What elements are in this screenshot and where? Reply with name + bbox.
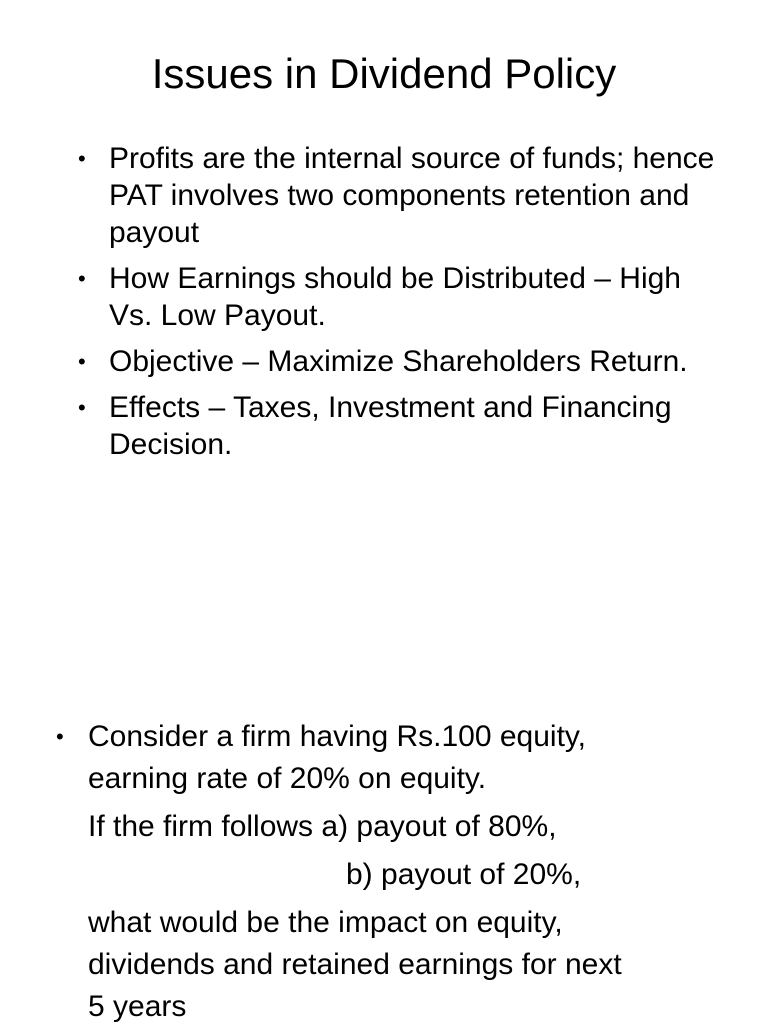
bullet-text: Effects – Taxes, Investment and Financing Decision. <box>109 391 672 461</box>
bullet-text: Objective – Maximize Shareholders Return. <box>109 345 688 378</box>
list-item <box>78 343 718 380</box>
slide-title: Issues in Dividend Policy <box>151 50 617 97</box>
bullet-text: Profits are the internal source of funds; hence PAT involves two components retention and payout <box>109 142 715 249</box>
problem-intro-line-1: Consider a firm having Rs.100 equity, <box>88 720 587 753</box>
bullet-icon: • <box>56 724 64 749</box>
list-item <box>78 140 718 251</box>
bullet-list <box>78 140 718 472</box>
list-item <box>78 260 718 334</box>
bullet-icon: • <box>78 395 86 420</box>
bullet-icon: • <box>78 146 86 171</box>
problem-intro-line-2: earning rate of 20% on equity. <box>88 762 487 795</box>
question-line-2: dividends and retained earnings for next <box>88 948 622 981</box>
option-a-line: If the firm follows a) payout of 80%, <box>88 810 557 843</box>
bullet-icon: • <box>78 266 86 291</box>
option-b-line: b) payout of 20%, <box>346 858 582 891</box>
question-line-1: what would be the impact on equity, <box>88 906 563 939</box>
question-line-3: 5 years <box>88 990 187 1023</box>
bullet-icon: • <box>78 349 86 374</box>
bullet-text: How Earnings should be Distributed – High Vs. Low Payout. <box>109 262 681 332</box>
problem-statement <box>56 716 746 1028</box>
list-item <box>78 389 718 463</box>
